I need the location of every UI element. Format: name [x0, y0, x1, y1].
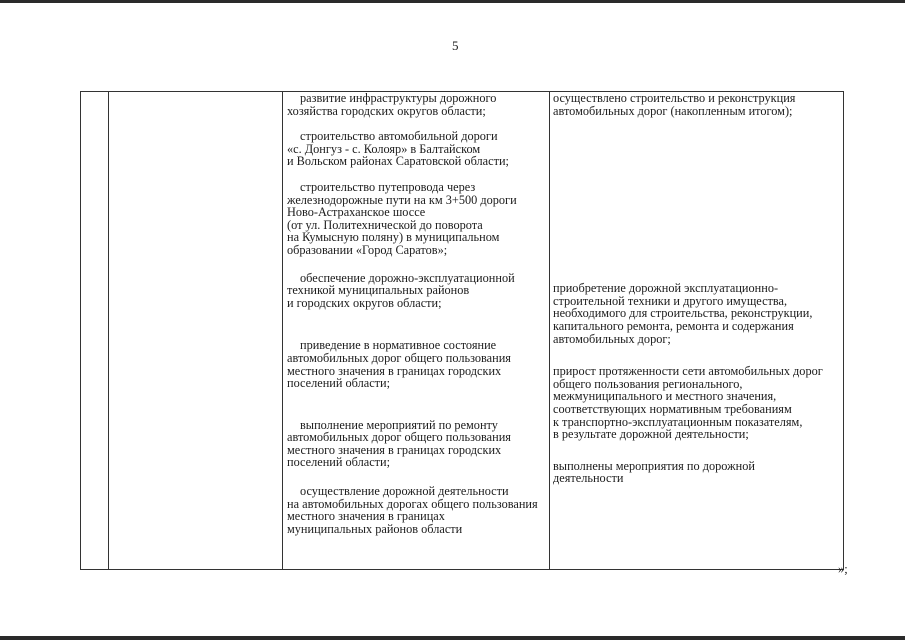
measure-item: строительство автомобильной дороги «с. Донгуз - с. Колояр» в Балтайском и Вольском районах Саратовской области; [287, 129, 509, 169]
scan-edge-bottom [0, 636, 905, 640]
table-cell-measures [283, 92, 550, 570]
result-item: осуществлено строительство и реконструкция автомобильных дорог (накопленным итогом); [553, 91, 796, 118]
table-row [81, 92, 844, 570]
result-item: выполнены мероприятия по дорожной деятельности [553, 458, 755, 486]
table-cell-number [81, 92, 109, 570]
measures-table [80, 91, 844, 570]
scan-edge-top [0, 0, 905, 3]
result-item: прирост протяженности сети автомобильных дорог общего пользования регионального, межмуниципального и местного значения, соответствующих нормативным требованиям к транспортно-эксплуатационным показателям, в результате дорожной деятельности; [553, 364, 823, 442]
table-cell-program [109, 92, 283, 570]
measure-item: развитие инфраструктуры дорожного хозяйства городских округов области; [287, 91, 497, 118]
measure-item: строительство путепровода через железнодорожные пути на км 3+500 дороги Ново-Астраханское шоссе (от ул. Политехнической до поворота на Кумысную поляну) в муниципальном образовании «Город Саратов»; [287, 179, 517, 257]
measure-item: обеспечение дорожно-эксплуатационной техникой муниципальных районов и городских округов области; [287, 270, 515, 310]
page-number: 5 [452, 38, 459, 53]
result-item: приобретение дорожной эксплуатационно- строительной техники и другого имущества, необходимого для строительства, реконструкции, капитального ремонта, ремонта и содержания автомобильных дорог; [553, 281, 813, 346]
measure-item: приведение в нормативное состояние автомобильных дорог общего пользования местного значения в границах городских поселений области; [287, 338, 511, 391]
table-cell-results [550, 92, 844, 570]
measure-item: осуществление дорожной деятельности на автомобильных дорогах общего пользования местного значения в границах муниципальных районов области [287, 484, 538, 536]
measure-item: выполнение мероприятий по ремонту автомобильных дорог общего пользования местного значения в границах городских поселений области; [287, 417, 511, 470]
closing-quote-mark: »; [838, 562, 848, 576]
